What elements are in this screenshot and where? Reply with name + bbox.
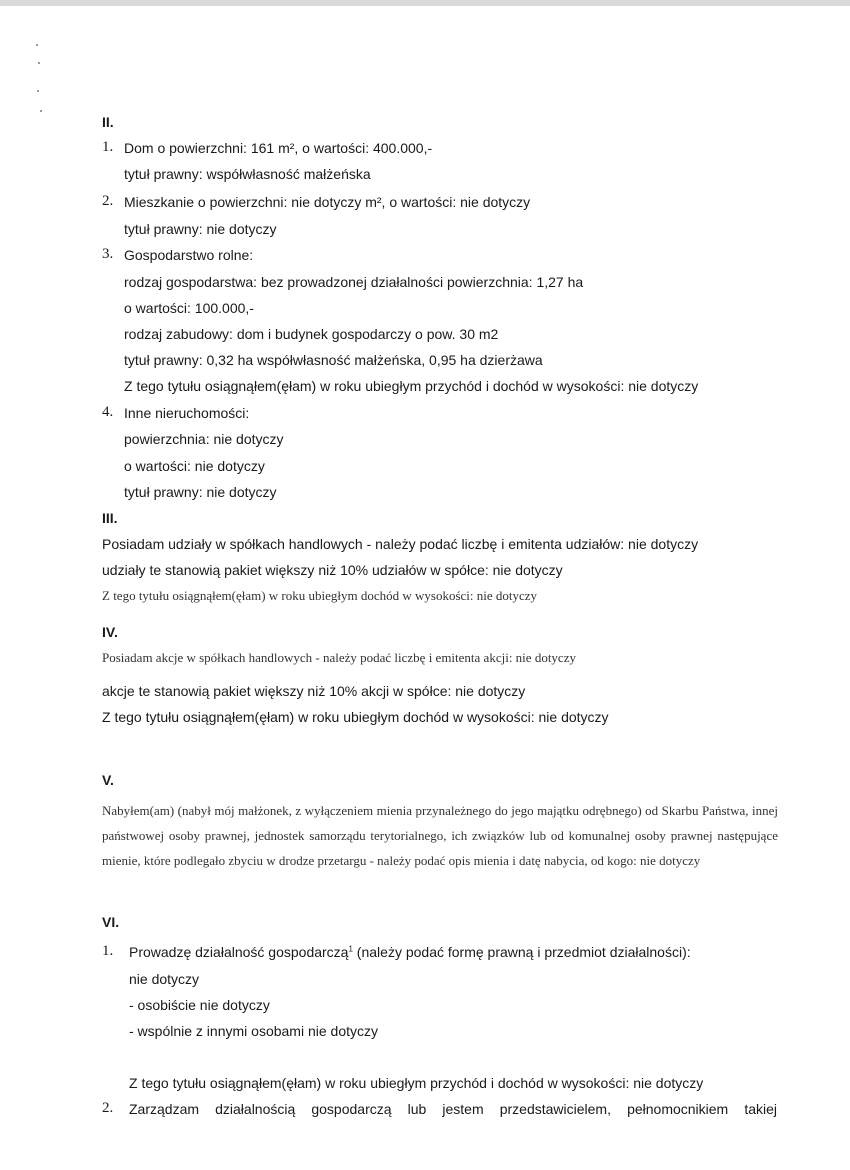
item-line: Z tego tytułu osiągnąłem(ęłam) w roku ubiegłym przychód i dochód w wysokości: nie dotyczy [124,378,699,394]
scan-speck [37,90,39,92]
business-activity-text-cont: (należy podać formę prawną i przedmiot działalności): [352,944,691,960]
section-5-paragraph: Nabyłem(am) (nabył mój małżonek, z wyłączeniem mienia przynależnego do jego majątku odrębnego) od Skarbu Państwa, innej państwowej osoby prawnej, jednostek samorządu terytorialnego, ich związków lub od komunalnej osoby prawnej następujące mienie, które podlegało zbyciu w drodze przetargu - należy podać opis mienia i datę nabycia, od kogo: nie dotyczy [102,803,778,868]
section-2-heading: II. [102,114,114,130]
business-activity-text: Prowadzę działalność gospodarczą [129,944,349,960]
item-line: nie dotyczy [129,971,200,987]
section-4-line: Posiadam akcje w spółkach handlowych - należy podać liczbę i emitenta akcji: nie dotyczy [102,650,576,665]
item-number: 1. [102,139,114,155]
item-line: Inne nieruchomości: [124,405,250,421]
item-line: rodzaj zabudowy: dom i budynek gospodarczy o pow. 30 m2 [124,326,499,342]
item-line: Gospodarstwo rolne: [124,247,254,263]
section-4-heading: IV. [102,624,118,640]
item-line: Mieszkanie o powierzchni: nie dotyczy m², o wartości: nie dotyczy [124,194,531,210]
section-3-line: Z tego tytułu osiągnąłem(ęłam) w roku ubiegłym dochód w wysokości: nie dotyczy [102,588,538,603]
scan-speck [38,62,40,64]
section-5-heading: V. [102,772,114,788]
item-line: tytuł prawny: nie dotyczy [124,221,277,237]
scan-speck [36,44,38,46]
item-number: 2. [102,1100,114,1116]
item-line: Dom o powierzchni: 161 m², o wartości: 400.000,- [124,140,433,156]
item-number: 4. [102,404,114,420]
business-activity-line [129,944,691,960]
item-line: powierzchnia: nie dotyczy [124,431,284,447]
item-line: - wspólnie z innymi osobami nie dotyczy [129,1023,378,1039]
footnote-mark: 1 [348,944,353,954]
item-line: Z tego tytułu osiągnąłem(ęłam) w roku ubiegłym przychód i dochód w wysokości: nie dotyczy [129,1075,704,1091]
item-number: 2. [102,193,114,209]
section-3-line: Posiadam udziały w spółkach handlowych - należy podać liczbę i emitenta udziałów: nie dotyczy [102,536,699,552]
section-3-heading: III. [102,510,118,526]
item-number: 3. [102,246,114,262]
item-line: - osobiście nie dotyczy [129,997,270,1013]
section-3-line: udziały te stanowią pakiet większy niż 10% udziałów w spółce: nie dotyczy [102,562,563,578]
section-4-line: akcje te stanowią pakiet większy niż 10% akcji w spółce: nie dotyczy [102,683,526,699]
section-6-heading: VI. [102,914,120,930]
item-line: rodzaj gospodarstwa: bez prowadzonej działalności powierzchnia: 1,27 ha [124,274,584,290]
item-line: tytuł prawny: nie dotyczy [124,484,277,500]
item-line: o wartości: 100.000,- [124,300,254,316]
item-line: o wartości: nie dotyczy [124,458,265,474]
scan-speck [40,110,42,112]
item-line: tytuł prawny: współwłasność małżeńska [124,166,371,182]
item-number: 1. [102,943,114,959]
item-line: tytuł prawny: 0,32 ha współwłasność małżeńska, 0,95 ha dzierżawa [124,352,543,368]
section-4-line: Z tego tytułu osiągnąłem(ęłam) w roku ubiegłym dochód w wysokości: nie dotyczy [102,709,609,725]
management-line: Zarządzam działalnością gospodarczą lub jestem przedstawicielem, pełnomocnikiem takiej [129,1101,777,1117]
